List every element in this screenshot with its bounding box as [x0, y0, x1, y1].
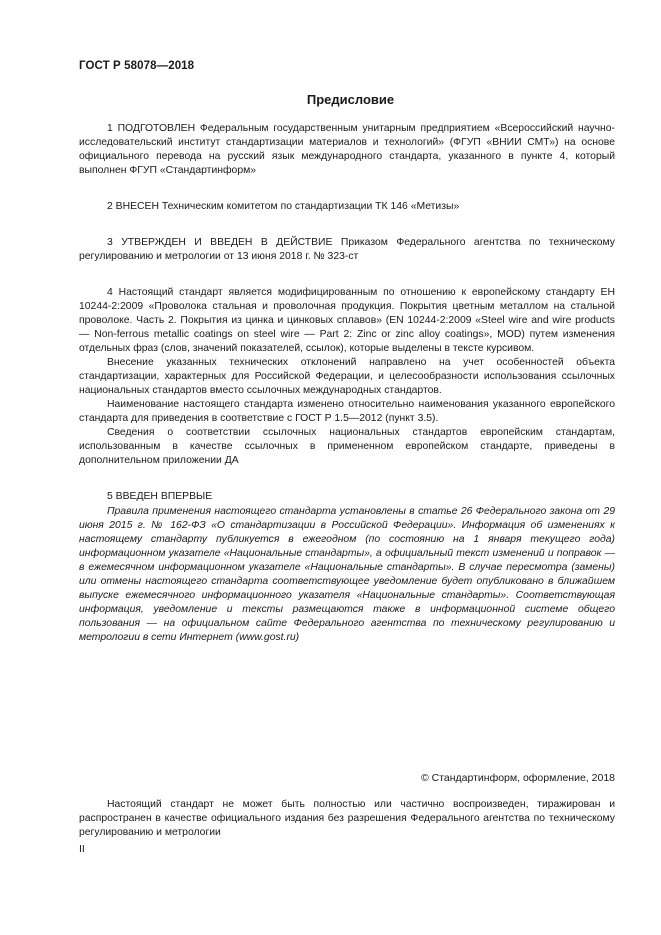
- reproduction-notice: Настоящий стандарт не может быть полностью или частично воспроизведен, тиражирован и распространен в качестве официального издания без разрешения Федерального агентства по техническому регулированию и метрологии: [79, 799, 615, 838]
- copyright-line: © Стандартинформ, оформление, 2018: [420, 772, 615, 784]
- section-4-deviations: Внесение указанных технических отклонений направлено на учет особенностей объекта стандартизации, характерных для Российской Федерации, и целесообразности использования ссылочных национальных стандартов вместо ссылочных международных стандартов.: [79, 357, 615, 396]
- foreword-body: [79, 122, 615, 504]
- rules-notice: Правила применения настоящего стандарта установлены в статье 26 Федерального закона от 29 июня 2015 г. № 162-ФЗ «О стандартизации в Российской Федерации». Информация об изменениях к настоящему стандарту публикуется в ежегодном (по состоянию на 1 января текущего года) информационном указателе «Национальные стандарты», а официальный текст изменений и поправок — в ежемесячном информационном указателе «Национальные стандарты». В случае пересмотра (замены) или отмены настоящего стандарта соответствующее уведомление будет опубликовано в ближайшем выпуске ежемесячного информационного указателя «Национальные стандарты». Соответствующая информация, уведомление и тексты размещаются также в информационной системе общего пользования — на официальном сайте Федерального агентства по техническому регулированию и метрологии в сети Интернет (www.gost.ru): [79, 506, 615, 643]
- section-5-introduced: 5 ВВЕДЕН ВПЕРВЫЕ: [107, 491, 213, 502]
- section-4-modified: 4 Настоящий стандарт является модифицированным по отношению к европейскому стандарту ЕН 10244-2:2009 «Проволока стальная и проволочная продукция. Покрытия цветным металлом на стальной проволоке. Часть 2. Покрытия из цинка и цинковых сплавов» (EN 10244-2:2009 «Steel wire and wire products — Non-ferrous metallic coatings on steel wire — Part 2: Zinc or zinc alloy coatings», MOD) путем изменения отдельных фраз (слов, значений показателей, ссылок), которые выделены в тексте курсивом.: [79, 287, 615, 354]
- section-2-submitted: 2 ВНЕСЕН Техническим комитетом по стандартизации ТК 146 «Метизы»: [107, 201, 460, 212]
- section-3-approved: 3 УТВЕРЖДЕН И ВВЕДЕН В ДЕЙСТВИЕ Приказом Федерального агентства по техническому регулированию и метрологии от 13 июня 2018 г. № 323-ст: [79, 237, 615, 262]
- document-code: ГОСТ Р 58078—2018: [79, 60, 195, 72]
- section-4-references: Сведения о соответствии ссылочных национальных стандартов европейским стандартам, использованным в качестве ссылочных в примененном европейском стандарте, приведены в дополнительном приложении ДА: [79, 427, 615, 466]
- page-title: Предисловие: [306, 92, 395, 107]
- page-number: II: [79, 843, 85, 855]
- section-4-name-change: Наименование настоящего стандарта изменено относительно наименования указанного европейского стандарта для приведения в соответствие с ГОСТ Р 1.5—2012 (пункт 3.5).: [79, 399, 615, 424]
- section-1-prepared: 1 ПОДГОТОВЛЕН Федеральным государственным унитарным предприятием «Всероссийский научно-исследовательский институт стандартизации материалов и технологий» (ФГУП «ВНИИ СМТ») на основе официального перевода на русский язык международного стандарта, указанного в пункте 4, который выполнен ФГУП «Стандартинформ»: [79, 123, 615, 176]
